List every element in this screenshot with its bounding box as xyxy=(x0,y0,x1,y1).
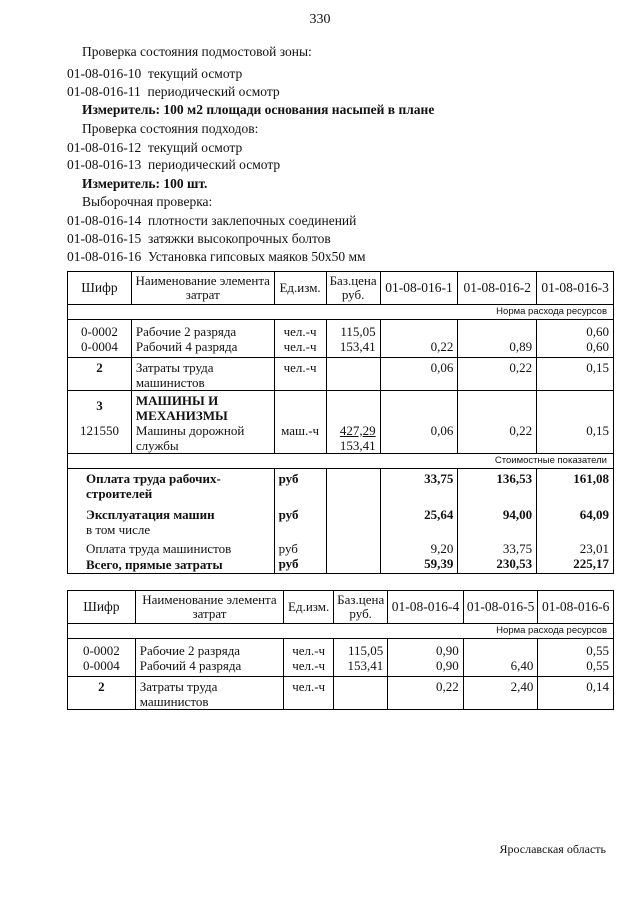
header-name: Наименование элемента затрат xyxy=(131,272,274,305)
table-row: Эксплуатация машин в том числе руб 25,64 94,00 64,09 xyxy=(68,501,614,537)
header-col-1: 01-08-016-1 xyxy=(380,272,458,305)
intro-line: Проверка состояния подходов: xyxy=(82,121,259,136)
page-number: 330 xyxy=(309,12,331,27)
unit-of-measure: Измеритель: 100 шт. xyxy=(82,176,208,191)
table-row: 3 МАШИНЫ И МЕХАНИЗМЫ xyxy=(68,391,614,424)
table-row: Оплата труда машинистов руб 9,20 33,75 23,01 xyxy=(68,537,614,556)
intro-line: 01-08-016-11 периодический осмотр xyxy=(67,84,280,99)
table-row: 0-0004 Рабочий 4 разряда чел.-ч 153,41 0,22 0,89 0,60 xyxy=(68,339,614,358)
header-name: Наименование элемента затрат xyxy=(135,591,283,624)
table-row: 121550 Машины дорожной службы маш.-ч 427,29 153,41 0,06 0,22 0,15 xyxy=(68,423,614,454)
header-price: Баз.цена руб. xyxy=(326,272,380,305)
norm-label: Норма расхода ресурсов xyxy=(68,624,614,639)
header-unit: Ед.изм. xyxy=(284,591,334,624)
header-col-6: 01-08-016-6 xyxy=(538,591,614,624)
header-col-3: 01-08-016-3 xyxy=(537,272,614,305)
header-code: Шифр xyxy=(68,591,136,624)
header-code: Шифр xyxy=(68,272,132,305)
table-header-row xyxy=(68,272,614,305)
region-footer: Ярославская область xyxy=(499,842,606,856)
header-col-2: 01-08-016-2 xyxy=(458,272,537,305)
table-header-row xyxy=(68,591,614,624)
header-col-5: 01-08-016-5 xyxy=(463,591,538,624)
intro-line: 01-08-016-10 текущий осмотр xyxy=(67,66,243,81)
table-row: 0-0002 Рабочие 2 разряда чел.-ч 115,05 0,90 0,55 xyxy=(68,639,614,659)
intro-line: 01-08-016-13 периодический осмотр xyxy=(67,157,281,172)
resource-table-2 xyxy=(67,590,614,710)
header-price: Баз.цена руб. xyxy=(334,591,388,624)
cost-label: Стоимостные показатели xyxy=(68,454,614,469)
resource-table-1 xyxy=(67,271,614,574)
header-unit: Ед.изм. xyxy=(274,272,326,305)
norm-label-row xyxy=(68,624,614,639)
table-row: Всего, прямые затраты руб 59,39 230,53 225,17 xyxy=(68,556,614,574)
cost-label-row xyxy=(68,454,614,469)
norm-label: Норма расхода ресурсов xyxy=(68,305,614,320)
intro-line: 01-08-016-16 Установка гипсовых маяков 50х50 мм xyxy=(67,249,366,264)
table-row: 0-0004 Рабочий 4 разряда чел.-ч 153,41 0,90 6,40 0,55 xyxy=(68,658,614,677)
unit-of-measure: Измеритель: 100 м2 площади основания насыпей в плане xyxy=(82,102,435,117)
intro-line: 01-08-016-15 затяжки высокопрочных болтов xyxy=(67,231,331,246)
table-row: Оплата труда рабочих- строителей руб 33,75 136,53 161,08 xyxy=(68,469,614,502)
intro-line: 01-08-016-12 текущий осмотр xyxy=(67,140,243,155)
intro-line: 01-08-016-14 плотности заклепочных соединений xyxy=(67,213,357,228)
header-col-4: 01-08-016-4 xyxy=(388,591,464,624)
intro-line: Проверка состояния подмостовой зоны: xyxy=(82,44,312,59)
table-row: 2 Затраты труда машинистов чел.-ч 0,06 0,22 0,15 xyxy=(68,358,614,391)
intro-line: Выборочная проверка: xyxy=(82,194,213,209)
table-row: 0-0002 Рабочие 2 разряда чел.-ч 115,05 0,60 xyxy=(68,320,614,340)
norm-label-row xyxy=(68,305,614,320)
table-row: 2 Затраты труда машинистов чел.-ч 0,22 2,40 0,14 xyxy=(68,677,614,710)
